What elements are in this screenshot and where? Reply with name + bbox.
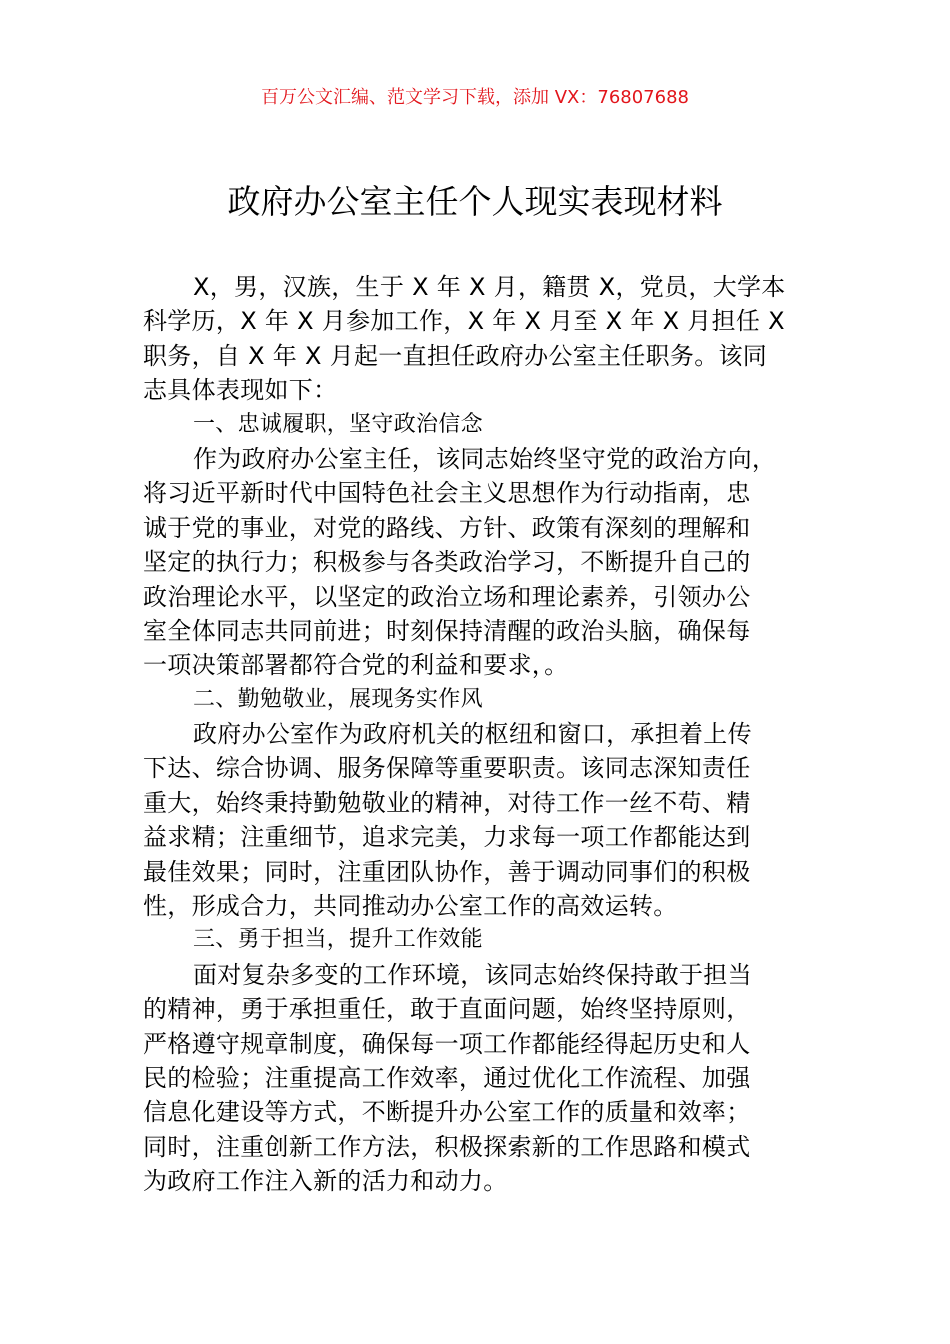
section-1-paragraph-line: 作为政府办公室主任，该同志始终坚守党的政治方向， (193, 444, 777, 473)
section-heading-2: 二、勤勉敬业，展现务实作风 (193, 686, 483, 712)
section-3-paragraph-line: 严格遵守规章制度，确保每一项工作都能经得起历史和人 (143, 1029, 751, 1058)
intro-paragraph-line: X，男，汉族，生于 X 年 X 月，籍贯 X，党员，大学本 (193, 273, 786, 301)
section-1-paragraph-line: 将习近平新时代中国特色社会主义思想作为行动指南，忠 (143, 479, 751, 508)
section-1-paragraph-line: 一项决策部署都符合党的利益和要求，。 (143, 651, 569, 680)
section-1-paragraph-line: 诚于党的事业，对党的路线、方针、政策有深刻的理解和 (143, 513, 751, 542)
section-3-paragraph-line: 为政府工作注入新的活力和动力。 (143, 1167, 508, 1196)
document-body (143, 270, 813, 1199)
section-3-paragraph-line: 民的检验；注重提高工作效率，通过优化工作流程、加强 (143, 1063, 751, 1092)
section-2-paragraph-line: 重大，始终秉持勤勉敬业的精神，对待工作一丝不苟、精 (143, 788, 751, 817)
section-2-paragraph-line: 益求精；注重细节，追求完美，力求每一项工作都能达到 (143, 823, 751, 852)
section-1-paragraph-line: 政治理论水平，以坚定的政治立场和理论素养，引领办公 (143, 582, 751, 611)
section-2-paragraph-line: 下达、综合协调、服务保障等重要职责。该同志深知责任 (143, 754, 751, 783)
section-2-paragraph-line: 政府办公室作为政府机关的枢纽和窗口，承担着上传 (193, 720, 752, 749)
section-3-paragraph-line: 的精神，勇于承担重任，敢于直面问题，始终坚持原则， (143, 995, 751, 1024)
intro-paragraph-line: 科学历，X 年 X 月参加工作，X 年 X 月至 X 年 X 月担任 X (143, 307, 785, 336)
section-2-paragraph-line: 性，形成合力，共同推动办公室工作的高效运转。 (143, 892, 678, 921)
section-heading-3: 三、勇于担当，提升工作效能 (193, 927, 483, 953)
section-3-paragraph-line: 同时，注重创新工作方法，积极探索新的工作思路和模式 (143, 1132, 751, 1161)
section-3-paragraph-line: 信息化建设等方式，不断提升办公室工作的质量和效率； (143, 1098, 751, 1127)
section-2-paragraph-line: 最佳效果；同时，注重团队协作，善于调动同事们的积极 (143, 857, 751, 886)
section-1-paragraph-line: 坚定的执行力；积极参与各类政治学习，不断提升自己的 (143, 548, 751, 577)
section-1-paragraph-line: 室全体同志共同前进；时刻保持清醒的政治头脑，确保每 (143, 616, 751, 645)
header-banner: 百万公文汇编、范文学习下载，添加 VX：76807688 (261, 87, 689, 108)
section-3-paragraph-line: 面对复杂多变的工作环境，该同志始终保持敢于担当 (193, 960, 752, 989)
intro-paragraph-line: 志具体表现如下： (143, 376, 338, 405)
page-title: 政府办公室主任个人现实表现材料 (227, 182, 723, 221)
intro-paragraph-line: 职务，自 X 年 X 月起一直担任政府办公室主任职务。该同 (143, 341, 768, 370)
section-heading-1: 一、忠诚履职，坚守政治信念 (193, 411, 483, 437)
